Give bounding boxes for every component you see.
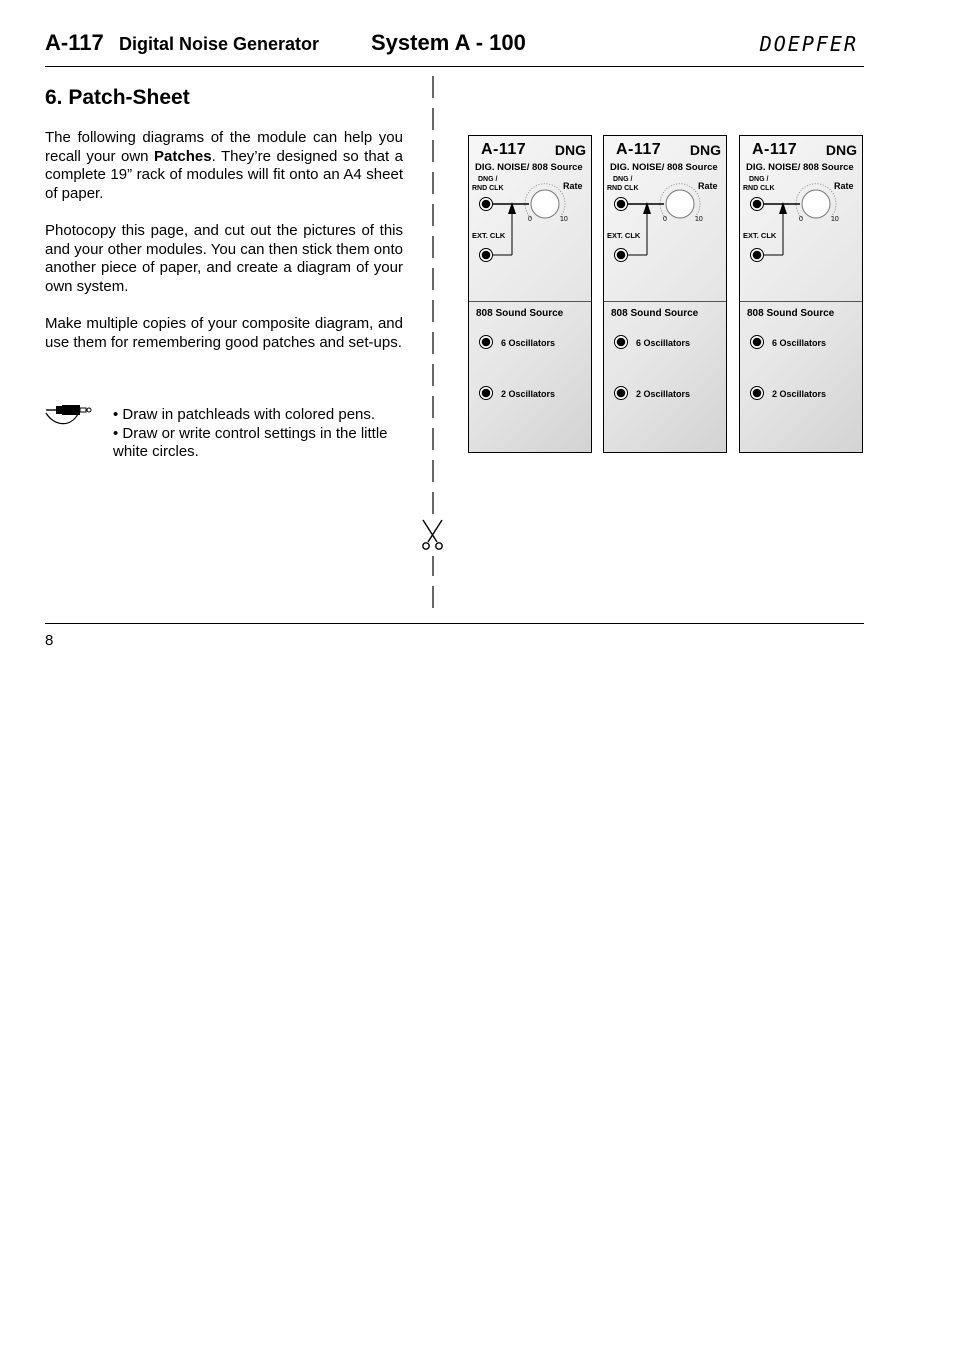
sound-source-title: 808 Sound Source bbox=[747, 308, 835, 319]
scale-max: 10 bbox=[695, 216, 703, 223]
patches-bold: Patches bbox=[154, 147, 212, 165]
paragraph-intro: The following diagrams of the module can help you recall your own Patches. They’re designed so that a complete 19” rack of modules will fit onto an A4 sheet of paper. bbox=[45, 129, 404, 202]
scale-max: 10 bbox=[560, 216, 568, 223]
header-description: Digital Noise Generator bbox=[119, 34, 320, 54]
module-badge: DNG bbox=[554, 142, 586, 158]
brand-logo: DOEPFER bbox=[759, 32, 858, 56]
header-model: A-117 bbox=[45, 30, 104, 55]
scale-min: 0 bbox=[528, 216, 532, 223]
page-number: 8 bbox=[45, 632, 54, 649]
dng-jack-label: DNG / bbox=[749, 176, 769, 183]
scale-min: 0 bbox=[663, 216, 667, 223]
scissors-icon bbox=[420, 518, 446, 559]
ext-clk-label: EXT. CLK bbox=[472, 231, 506, 240]
sound-source-title: 808 Sound Source bbox=[476, 308, 564, 319]
dng-jack-label: DNG / bbox=[478, 176, 498, 183]
rnd-clk-label: RND CLK bbox=[607, 185, 639, 192]
sound-source-title: 808 Sound Source bbox=[611, 308, 699, 319]
scale-min: 0 bbox=[799, 216, 803, 223]
module-panel-2 bbox=[603, 135, 727, 453]
ext-clk-label: EXT. CLK bbox=[743, 231, 777, 240]
rate-knob-label: Rate bbox=[563, 181, 583, 191]
header-system: System A - 100 bbox=[371, 30, 526, 55]
rate-knob-label: Rate bbox=[698, 181, 718, 191]
dng-jack-label: DNG / bbox=[613, 176, 633, 183]
rnd-clk-label: RND CLK bbox=[743, 185, 775, 192]
osc2-label: 2 Oscillators bbox=[772, 389, 827, 399]
paragraph-copies: Make multiple copies of your composite diagram, and use them for remembering good patches and set-ups. bbox=[45, 315, 403, 351]
osc6-label: 6 Oscillators bbox=[501, 338, 556, 348]
module-subtitle: DIG. NOISE/ 808 Source bbox=[746, 162, 854, 173]
module-badge: DNG bbox=[689, 142, 721, 158]
footer-divider bbox=[45, 623, 864, 624]
osc2-label: 2 Oscillators bbox=[636, 389, 691, 399]
page-header bbox=[45, 30, 864, 67]
module-badge: DNG bbox=[825, 142, 857, 158]
module-model: A-117 bbox=[481, 141, 527, 158]
list-item: • Draw or write control settings in the little white circles. bbox=[113, 424, 388, 460]
list-item: • Draw in patchleads with colored pens. bbox=[113, 406, 376, 423]
rate-knob-label: Rate bbox=[834, 181, 854, 191]
ext-clk-label: EXT. CLK bbox=[607, 231, 641, 240]
paragraph-photocopy: Photocopy this page, and cut out the pictures of this and your other modules. You can then stick them onto another piece of paper, and create a diagram of your own system. bbox=[45, 222, 403, 295]
section-title: 6. Patch-Sheet bbox=[45, 86, 190, 109]
patch-cable-plug-icon bbox=[44, 402, 96, 433]
module-model: A-117 bbox=[616, 141, 662, 158]
rnd-clk-label: RND CLK bbox=[472, 185, 504, 192]
module-model: A-117 bbox=[752, 141, 798, 158]
module-subtitle: DIG. NOISE/ 808 Source bbox=[475, 162, 583, 173]
module-subtitle: DIG. NOISE/ 808 Source bbox=[610, 162, 718, 173]
scale-max: 10 bbox=[831, 216, 839, 223]
module-panel-1 bbox=[468, 135, 592, 453]
osc6-label: 6 Oscillators bbox=[636, 338, 691, 348]
osc6-label: 6 Oscillators bbox=[772, 338, 827, 348]
osc2-label: 2 Oscillators bbox=[501, 389, 556, 399]
module-panel-3 bbox=[739, 135, 863, 453]
instruction-list bbox=[113, 406, 403, 462]
